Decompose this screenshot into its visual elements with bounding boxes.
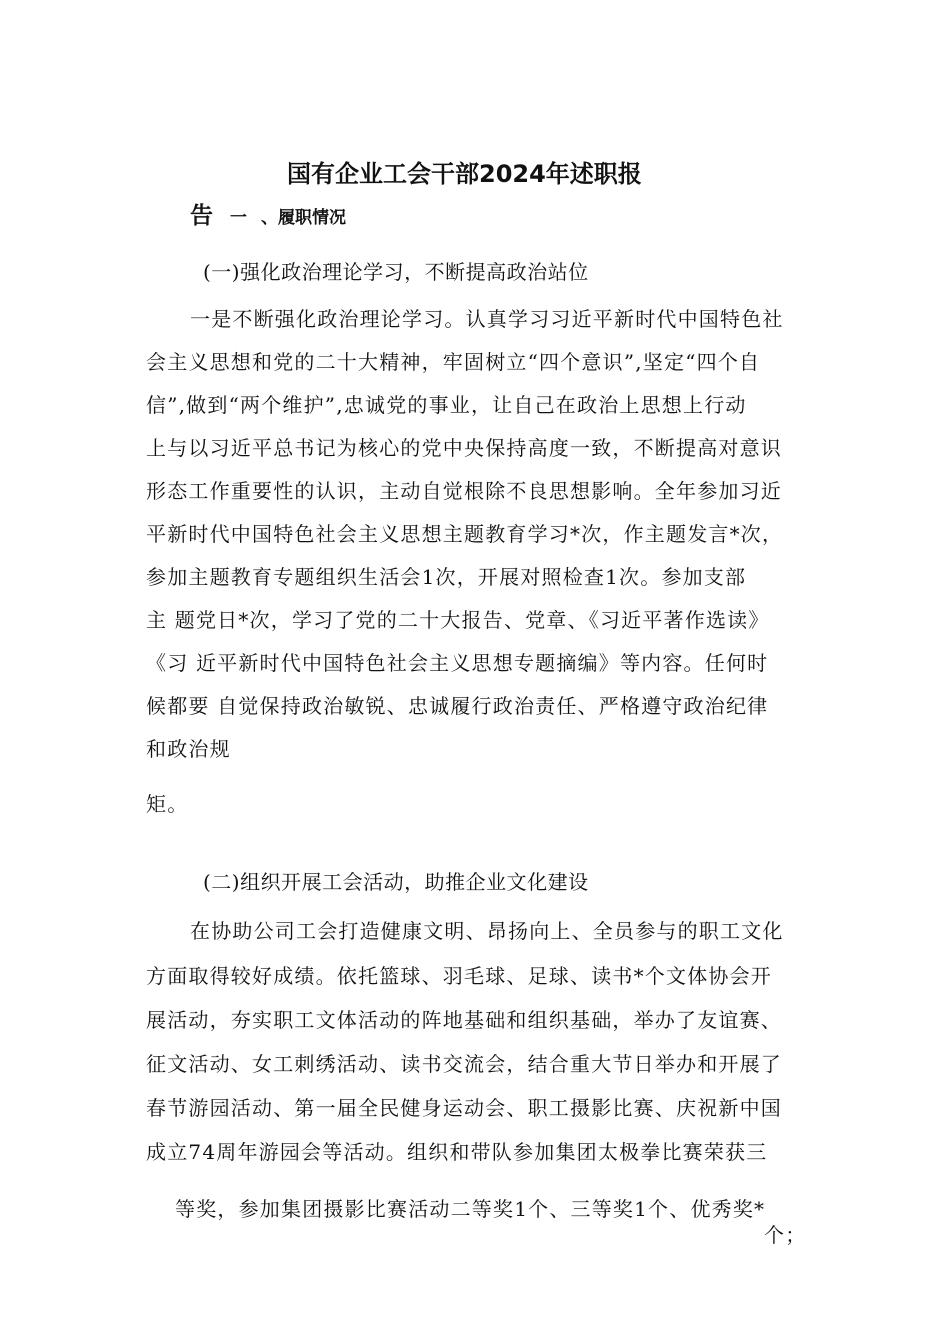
paragraph-2-line: 成立74周年游园会等活动。组织和带队参加集团太极拳比赛荣获三 (146, 1140, 768, 1164)
section-number: 一 (230, 208, 247, 228)
document-title-tail: 告 (190, 203, 213, 229)
paragraph-2-line: 在协助公司工会打造健康文明、昂扬向上、全员参与的职工文化 (190, 919, 784, 943)
paragraph-2-line: 方面取得较好成绩。依托篮球、羽毛球、足球、读书*个文体协会开 (146, 964, 772, 988)
subheading-2: (二)组织开展工会活动，助推企业文化建设 (203, 870, 589, 894)
paragraph-2-line: 个； (764, 1223, 807, 1247)
paragraph-2-line: 展活动，夯实职工文体活动的阵地基础和组织基础，举办了友谊赛、 (146, 1008, 782, 1032)
subheading-1: (一)强化政治理论学习，不断提高政治站位 (203, 260, 589, 284)
paragraph-2-line: 征文活动、女工刺绣活动、读书交流会，结合重大节日举办和开展了 (146, 1052, 782, 1076)
paragraph-1-line: 矩。 (146, 792, 189, 816)
paragraph-1-line: 信”,做到“两个维护”,忠诚党的事业，让自己在政治上思想上行动 (146, 393, 747, 417)
section-label: 、履职情况 (261, 208, 346, 228)
paragraph-2-line: 春节游园活动、第一届全民健身运动会、职工摄影比赛、庆祝新中国 (146, 1096, 782, 1120)
paragraph-1-line: 会主义思想和党的二十大精神，牢固树立“四个意识”,坚定“四个自 (146, 350, 761, 374)
paragraph-1-line: 上与以习近平总书记为核心的党中央保持高度一致，不断提高对意识 (146, 436, 782, 460)
paragraph-1-line: 形态工作重要性的认识，主动自觉根除不良思想影响。全年参加习近 (146, 479, 782, 503)
section-heading-1 (230, 203, 346, 228)
document-title: 国有企业工会干部2024年述职报 (287, 160, 642, 188)
paragraph-1-line: 一是不断强化政治理论学习。认真学习习近平新时代中国特色社 (190, 307, 784, 331)
paragraph-2-line: 等奖，参加集团摄影比赛活动二等奖1个、三等奖1个、优秀奖* (175, 1197, 766, 1221)
paragraph-1-line: 候都要 自觉保持政治敏锐、忠诚履行政治责任、严格遵守政治纪律 (146, 694, 769, 718)
paragraph-1-line: 主 题党日*次，学习了党的二十大报告、党章、《习近平著作选读》 (146, 608, 770, 632)
paragraph-1-line: 《习 近平新时代中国特色社会主义思想专题摘编》等内容。任何时 (146, 651, 769, 675)
paragraph-1-line: 参加主题教育专题组织生活会1次，开展对照检查1次。参加支部 (146, 565, 747, 589)
paragraph-1-line: 和政治规 (146, 737, 231, 761)
paragraph-1-line: 平新时代中国特色社会主义思想主题教育学习*次，作主题发言*次， (146, 522, 784, 546)
